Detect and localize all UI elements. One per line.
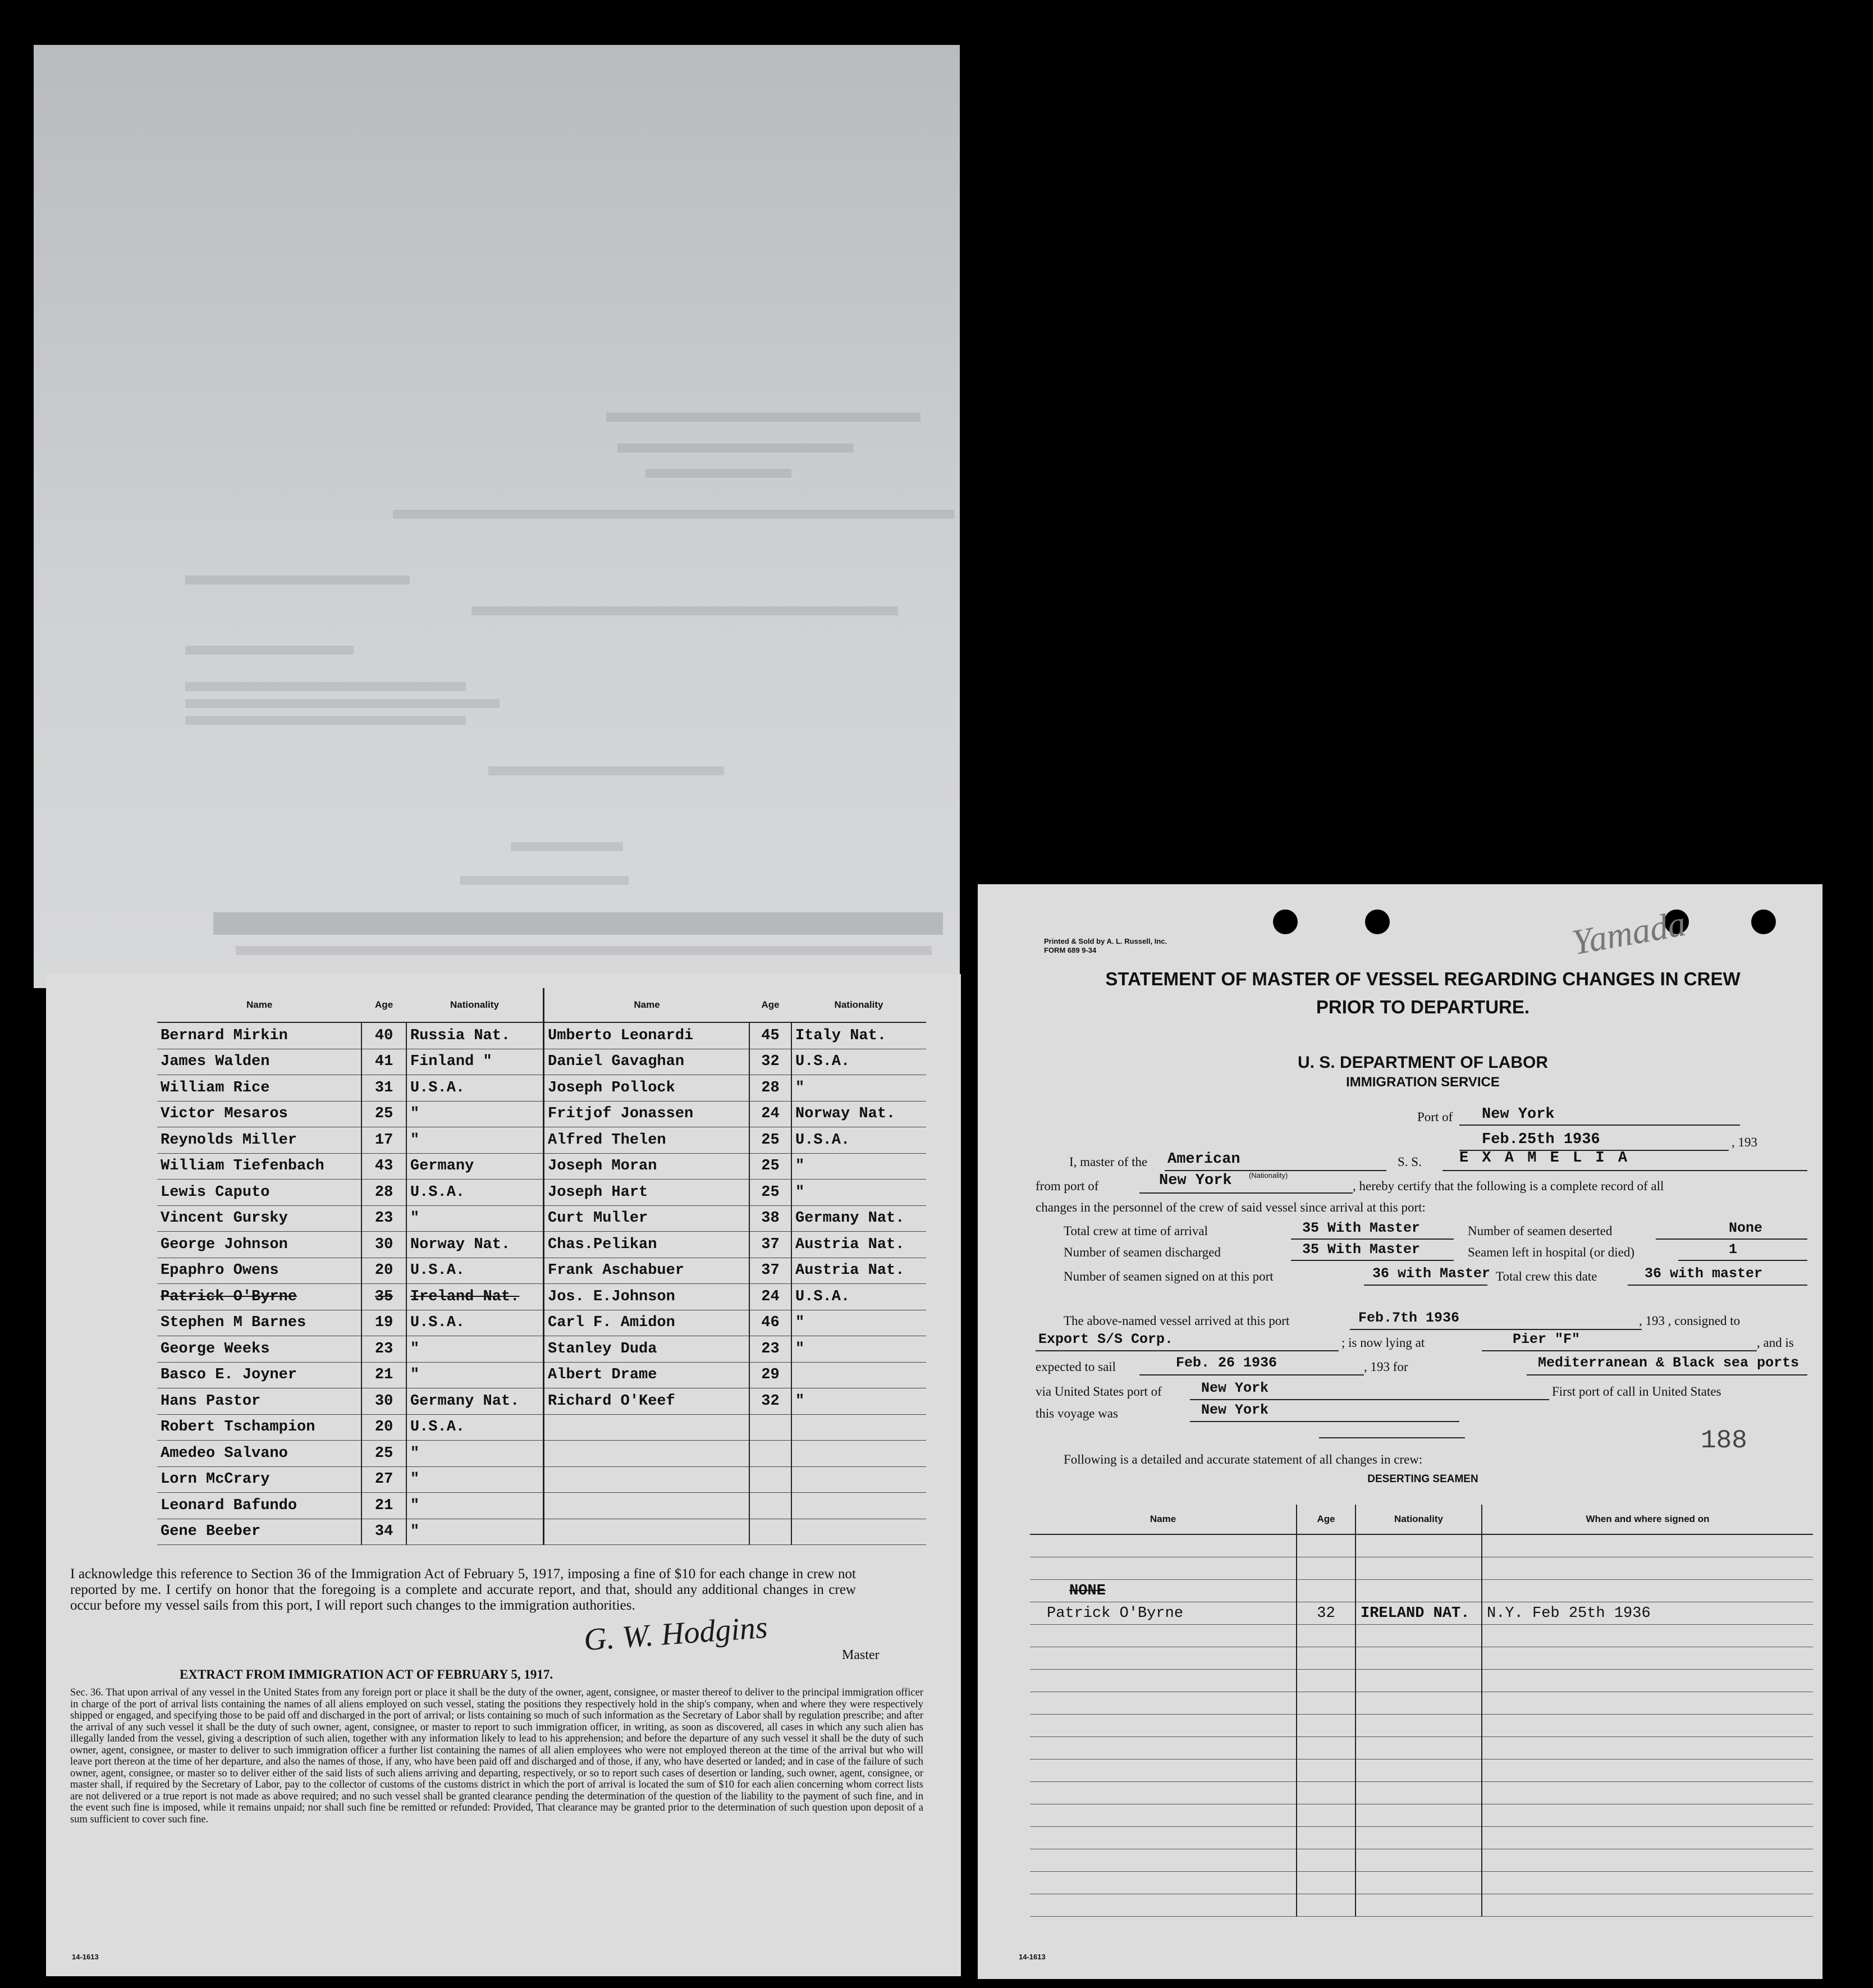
total-crew-label: Total crew at time of arrival [1064, 1224, 1208, 1238]
crew-row [157, 1336, 544, 1363]
total-crew-value: 35 With Master [1302, 1220, 1421, 1236]
crew-name: William Rice [157, 1075, 361, 1102]
crew-name: William Tiefenbach [157, 1153, 361, 1180]
crew-age: 32 [749, 1049, 791, 1075]
faded-text-line [185, 699, 500, 708]
faded-text-line [185, 682, 466, 691]
deserter-when: N.Y. Feb 25th 1936 [1482, 1602, 1813, 1625]
crew-age: 23 [749, 1336, 791, 1363]
crew-age: 25 [749, 1153, 791, 1180]
statement-date: Feb.25th 1936 [1482, 1131, 1600, 1148]
deserting-seamen-table [1030, 1505, 1813, 1917]
crew-name: George Johnson [157, 1232, 361, 1258]
signed-on-value: 36 with Master [1372, 1265, 1491, 1282]
arrived-value: Feb.7th 1936 [1358, 1310, 1460, 1326]
crew-name [544, 1466, 749, 1493]
crew-nationality: Austria Nat. [791, 1258, 926, 1284]
faded-text-line [645, 469, 791, 478]
crew-nationality: U.S.A. [406, 1180, 544, 1206]
crew-age: 37 [749, 1258, 791, 1284]
voyage-label: this voyage was [1036, 1406, 1118, 1420]
deserted-label: Number of seamen deserted [1468, 1224, 1613, 1238]
crew-name: Vincent Gursky [157, 1205, 361, 1232]
deserter-nationality: IRELAND NAT. [1355, 1602, 1482, 1625]
faded-letterhead [213, 912, 943, 935]
crew-nationality: U.S.A. [406, 1258, 544, 1284]
crew-nationality: " [406, 1205, 544, 1232]
consigned-label: , 193 , consigned to [1639, 1314, 1741, 1328]
crew-row [544, 1127, 926, 1154]
crew-name [544, 1493, 749, 1519]
for-label: , 193 for [1364, 1360, 1408, 1374]
crew-row [157, 1519, 544, 1545]
age-header: Age [361, 988, 406, 1022]
crew-name [544, 1441, 749, 1467]
destination: Mediterranean & Black sea ports [1538, 1355, 1799, 1371]
faded-text-line [471, 606, 898, 615]
hospital-label: Seamen left in hospital (or died) [1468, 1245, 1635, 1259]
deserter-age: 32 [1297, 1602, 1355, 1625]
crew-table-left [157, 988, 544, 1545]
crew-row [544, 1466, 926, 1493]
via-port: New York [1201, 1380, 1269, 1396]
crew-row [544, 1284, 926, 1310]
faded-text-line [393, 510, 954, 519]
crew-row [544, 1258, 926, 1284]
desert-name-header: Name [1030, 1505, 1297, 1534]
crew-age: 38 [749, 1205, 791, 1232]
nationality-sup: (Nationality) [1249, 1171, 1288, 1180]
from-port-label: from port of [1036, 1179, 1099, 1193]
crew-name [544, 1414, 749, 1441]
year-suffix: , 193 [1732, 1135, 1757, 1149]
crew-nationality: Austria Nat. [791, 1232, 926, 1258]
crew-name: Joseph Hart [544, 1180, 749, 1206]
crew-nationality: Norway Nat. [791, 1101, 926, 1127]
punch-hole [1365, 910, 1390, 934]
crew-name: Stephen M Barnes [157, 1310, 361, 1336]
crew-age: 28 [361, 1180, 406, 1206]
crew-nationality: " [406, 1493, 544, 1519]
crew-row [544, 1180, 926, 1206]
crew-nationality [791, 1362, 926, 1388]
crew-nationality: Russia Nat. [406, 1022, 544, 1049]
crew-row [544, 1153, 926, 1180]
crew-row [157, 1362, 544, 1388]
crew-name: Fritjof Jonassen [544, 1101, 749, 1127]
crew-row [544, 1336, 926, 1363]
crew-age: 20 [361, 1258, 406, 1284]
crew-nationality: Germany Nat. [406, 1388, 544, 1415]
nationality-header: Nationality [791, 988, 926, 1022]
printer-name: Printed & Sold by A. L. Russell, Inc. [1044, 937, 1167, 945]
crew-age: 30 [361, 1232, 406, 1258]
discharged-value: 35 With Master [1302, 1241, 1421, 1258]
total-now-value: 36 with master [1645, 1265, 1763, 1282]
crew-age: 20 [361, 1414, 406, 1441]
crew-row [157, 1284, 544, 1310]
crew-row [157, 1441, 544, 1467]
port-label: Port of [1417, 1110, 1453, 1124]
crew-nationality: Germany [406, 1153, 544, 1180]
department-name: U. S. DEPARTMENT OF LABOR [1297, 1053, 1549, 1072]
certify-text: , hereby certify that the following is a complete record of all [1353, 1179, 1664, 1193]
crew-nationality: " [406, 1441, 544, 1467]
following-label: Following is a detailed and accurate statement of all changes in crew: [1064, 1452, 1423, 1466]
crew-row [544, 1388, 926, 1415]
faded-text-line [185, 646, 354, 655]
crew-name: Leonard Bafundo [157, 1493, 361, 1519]
form-number-left: 14-1613 [72, 1953, 99, 1961]
punch-hole [1273, 910, 1298, 934]
nationality-header: Nationality [406, 988, 544, 1022]
consignee-value: Export S/S Corp. [1038, 1331, 1174, 1347]
deserter-name: Patrick O'Byrne [1030, 1602, 1297, 1625]
crew-name: Lorn McCrary [157, 1466, 361, 1493]
crew-nationality: Italy Nat. [791, 1022, 926, 1049]
crew-nationality: Norway Nat. [406, 1232, 544, 1258]
crew-name: Daniel Gavaghan [544, 1049, 749, 1075]
crew-name: Lewis Caputo [157, 1180, 361, 1206]
crew-row [544, 1049, 926, 1075]
crew-name: Patrick O'Byrne [157, 1284, 361, 1310]
crew-nationality: U.S.A. [406, 1414, 544, 1441]
crew-age: 28 [749, 1075, 791, 1102]
crew-nationality [791, 1441, 926, 1467]
crew-row [157, 1258, 544, 1284]
crew-nationality: U.S.A. [406, 1310, 544, 1336]
crew-name: Amedeo Salvano [157, 1441, 361, 1467]
crew-age [749, 1493, 791, 1519]
crew-age: 46 [749, 1310, 791, 1336]
crew-age: 31 [361, 1075, 406, 1102]
printer-credit [1044, 937, 1167, 955]
crew-row [544, 1441, 926, 1467]
crew-nationality: " [406, 1127, 544, 1154]
sail-date: Feb. 26 1936 [1176, 1355, 1277, 1371]
crew-row [157, 1022, 544, 1049]
crew-nationality: " [791, 1388, 926, 1415]
crew-age: 41 [361, 1049, 406, 1075]
crew-age: 21 [361, 1493, 406, 1519]
sail-label: expected to sail [1036, 1360, 1116, 1374]
arrived-label: The above-named vessel arrived at this port [1064, 1314, 1290, 1328]
crew-row [157, 1466, 544, 1493]
faded-text-line [185, 716, 466, 725]
lying-label: ; is now lying at [1341, 1336, 1425, 1350]
crew-row [157, 1101, 544, 1127]
crew-row [157, 1180, 544, 1206]
form-number-right: 14-1613 [1019, 1953, 1046, 1961]
faded-text-line [185, 575, 410, 584]
crew-nationality: U.S.A. [791, 1127, 926, 1154]
crew-age [749, 1466, 791, 1493]
crew-age: 40 [361, 1022, 406, 1049]
form-title-2: PRIOR TO DEPARTURE. [1316, 997, 1530, 1017]
crew-name: George Weeks [157, 1336, 361, 1363]
crew-name: Reynolds Miller [157, 1127, 361, 1154]
crew-age: 24 [749, 1284, 791, 1310]
ss-label: S. S. [1398, 1155, 1422, 1169]
crew-row [544, 1075, 926, 1102]
master-signature: G. W. Hodgins [583, 1610, 769, 1658]
vessel-name: E X A M E L I A [1459, 1150, 1630, 1167]
crew-row [157, 1493, 544, 1519]
crew-nationality: " [406, 1519, 544, 1545]
folio-number: 188 [1701, 1426, 1747, 1455]
deserted-value: None [1729, 1220, 1763, 1236]
crew-nationality [791, 1519, 926, 1545]
crew-nationality: " [791, 1153, 926, 1180]
crew-age [749, 1441, 791, 1467]
crew-age: 35 [361, 1284, 406, 1310]
desert-when-header: When and where signed on [1482, 1505, 1813, 1534]
crew-age: 45 [749, 1022, 791, 1049]
printer-form-number: FORM 689 9-34 [1044, 946, 1097, 954]
faded-text-line [488, 766, 724, 775]
service-name: IMMIGRATION SERVICE [1346, 1075, 1500, 1090]
crew-age: 25 [361, 1441, 406, 1467]
crew-nationality: " [406, 1101, 544, 1127]
crew-name: Bernard Mirkin [157, 1022, 361, 1049]
signed-on-label: Number of seamen signed on at this port [1064, 1269, 1274, 1283]
crew-name: Hans Pastor [157, 1388, 361, 1415]
crew-nationality: " [791, 1310, 926, 1336]
table-row [1030, 1580, 1813, 1602]
crew-row [157, 1414, 544, 1441]
crew-age: 21 [361, 1362, 406, 1388]
crew-row [544, 1101, 926, 1127]
total-now-label: Total crew this date [1496, 1269, 1597, 1283]
faded-text-line [606, 413, 921, 422]
lying-value: Pier "F" [1513, 1331, 1581, 1347]
master-of-label: I, master of the [1069, 1155, 1148, 1169]
crew-row [544, 1362, 926, 1388]
crew-row [544, 1414, 926, 1441]
crew-age: 34 [361, 1519, 406, 1545]
deserting-heading: DESERTING SEAMEN [1367, 1473, 1478, 1485]
desert-nationality-header: Nationality [1355, 1505, 1482, 1534]
crew-name: Richard O'Keef [544, 1388, 749, 1415]
crew-age: 25 [749, 1180, 791, 1206]
crew-age: 29 [749, 1362, 791, 1388]
crew-name: Victor Mesaros [157, 1101, 361, 1127]
crew-nationality: " [791, 1336, 926, 1363]
crew-name: Chas.Pelikan [544, 1232, 749, 1258]
desert-age-header: Age [1297, 1505, 1355, 1534]
crew-name: Gene Beeber [157, 1519, 361, 1545]
faded-text-line [460, 876, 629, 885]
crew-age: 27 [361, 1466, 406, 1493]
punch-hole [1751, 910, 1776, 934]
crew-nationality [791, 1493, 926, 1519]
faded-text-line [511, 842, 623, 851]
crew-row [544, 1205, 926, 1232]
crew-nationality: Finland " [406, 1049, 544, 1075]
crew-row [544, 1232, 926, 1258]
extract-heading: EXTRACT FROM IMMIGRATION ACT OF FEBRUARY 5, 1917. [180, 1667, 553, 1681]
certify-text-2: changes in the personnel of the crew of said vessel since arrival at this port: [1036, 1200, 1426, 1214]
faded-text-line [236, 946, 932, 955]
crew-name: Frank Aschabuer [544, 1258, 749, 1284]
crew-nationality: Ireland Nat. [406, 1284, 544, 1310]
crew-row [157, 1127, 544, 1154]
pencil-annotation: Yamada [1569, 903, 1689, 963]
crew-name: Basco E. Joyner [157, 1362, 361, 1388]
hospital-value: 1 [1729, 1241, 1738, 1258]
crew-row [544, 1022, 926, 1049]
port-value: New York [1482, 1106, 1555, 1123]
first-port-value: New York [1201, 1402, 1269, 1418]
crew-age: 32 [749, 1388, 791, 1415]
crew-name: Albert Drame [544, 1362, 749, 1388]
crew-row [157, 1075, 544, 1102]
extract-text: Sec. 36. That upon arrival of any vessel in the United States from any foreign port or place it shall be the duty of the owner, agent, consignee, or master thereof to deliver to the principal immigration officer in charge of the port of arrival lists containing the names of all aliens employed on such vessel, stating the positions they respectively hold in the ship's company, when and where they were respectively shipped or engaged, and specifying those to be paid off and discharged in the port of arrival; or lists containing so much of such information as the Secretary of Labor shall by regulation prescribe; and after the arrival of any such vessel it shall be the duty of such owner, agent, consignee, or master to report to such immigration officer, in writing, as soon as discovered, all cases in which any such alien has illegally landed from the vessel, giving a description of such alien, together with any information likely to lead to his apprehension; and before the departure of any such vessel it shall be the duty of such owner, agent, consignee, or master to deliver to such immigration officer a further list containing the names of all alien employees who were not employed thereon at the time of the arrival but who will leave port thereon at the time of her departure, and also the names of those, if any, who have been paid off and discharged and of those, if any, who have deserted or landed; and in case of the failure of such owner, agent, consignee, or master so to deliver either of the said lists of such aliens arriving and departing, respectively, or so to report such cases of desertion or landing, such owner, agent, consignee, or master shall, if required by the Secretary of Labor, pay to the collector of customs of the customs district in which the port of arrival is located the sum of $10 for each alien concerning whom correct lists are not delivered or a true report is not made as above required; and no such vessel shall be granted clearance pending the determination of the question of the liability to the payment of such fine, and in the event such fine is imposed, while it remains unpaid; nor shall such fine be remitted or refunded: Provided, That clearance may be granted prior to the determination of such question upon deposit of a sum sufficient to cover such fine. [70, 1687, 923, 1825]
faded-text-line [617, 444, 853, 453]
and-is-label: , and is [1757, 1336, 1794, 1350]
crew-row [544, 1310, 926, 1336]
crew-age: 43 [361, 1153, 406, 1180]
crew-row [157, 1310, 544, 1336]
form-title-1: STATEMENT OF MASTER OF VESSEL REGARDING CHANGES IN CREW [1105, 968, 1741, 989]
crew-nationality: " [791, 1075, 926, 1102]
via-label: via United States port of [1036, 1384, 1162, 1399]
crew-age: 19 [361, 1310, 406, 1336]
crew-row [157, 1232, 544, 1258]
age-header: Age [749, 988, 791, 1022]
crew-nationality: U.S.A. [791, 1049, 926, 1075]
first-port-label: First port of call in United States [1552, 1384, 1721, 1399]
crew-age: 37 [749, 1232, 791, 1258]
crew-row [157, 1049, 544, 1075]
crew-row [157, 1205, 544, 1232]
crew-row [544, 1493, 926, 1519]
name-header: Name [544, 988, 749, 1022]
crew-age [749, 1414, 791, 1441]
crew-row [157, 1153, 544, 1180]
crew-nationality: " [791, 1180, 926, 1206]
crew-nationality: Germany Nat. [791, 1205, 926, 1232]
crew-name: Alfred Thelen [544, 1127, 749, 1154]
crew-nationality [791, 1414, 926, 1441]
crew-nationality: " [406, 1362, 544, 1388]
table-row [1030, 1602, 1813, 1625]
crew-table-right [544, 988, 926, 1545]
crew-age: 24 [749, 1101, 791, 1127]
crew-age: 23 [361, 1205, 406, 1232]
crew-age: 17 [361, 1127, 406, 1154]
crew-name: Stanley Duda [544, 1336, 749, 1363]
crew-age: 23 [361, 1336, 406, 1363]
crew-name: Epaphro Owens [157, 1258, 361, 1284]
crew-age [749, 1519, 791, 1545]
master-label: Master [842, 1648, 880, 1662]
struck-none: NONE [1069, 1582, 1106, 1599]
crew-age: 25 [749, 1127, 791, 1154]
crew-age: 30 [361, 1388, 406, 1415]
crew-name: Joseph Pollock [544, 1075, 749, 1102]
crew-nationality: " [406, 1466, 544, 1493]
crew-row [544, 1519, 926, 1545]
crew-name: James Walden [157, 1049, 361, 1075]
crew-nationality [791, 1466, 926, 1493]
crew-name: Curt Muller [544, 1205, 749, 1232]
crew-name: Carl F. Amidon [544, 1310, 749, 1336]
name-header: Name [157, 988, 361, 1022]
crew-nationality: " [406, 1336, 544, 1363]
crew-row [157, 1388, 544, 1415]
crew-name: Umberto Leonardi [544, 1022, 749, 1049]
acknowledgement-text: I acknowledge this reference to Section 36 of the Immigration Act of February 5, 1917, imposing a fine of $10 for each change in crew not reported by me. I certify on honor that the foregoing is a complete and accurate report, and that, should any additional changes in crew occur before my vessel sails from this port, I will report such changes to the immigration authorities. [70, 1566, 856, 1613]
crew-name: Robert Tschampion [157, 1414, 361, 1441]
crew-nationality: U.S.A. [791, 1284, 926, 1310]
vessel-nationality: American [1167, 1151, 1240, 1168]
crew-name [544, 1519, 749, 1545]
crew-name: Jos. E.Johnson [544, 1284, 749, 1310]
crew-name: Joseph Moran [544, 1153, 749, 1180]
crew-age: 25 [361, 1101, 406, 1127]
from-port-value: New York [1159, 1172, 1232, 1189]
crew-nationality: U.S.A. [406, 1075, 544, 1102]
discharged-label: Number of seamen discharged [1064, 1245, 1221, 1259]
